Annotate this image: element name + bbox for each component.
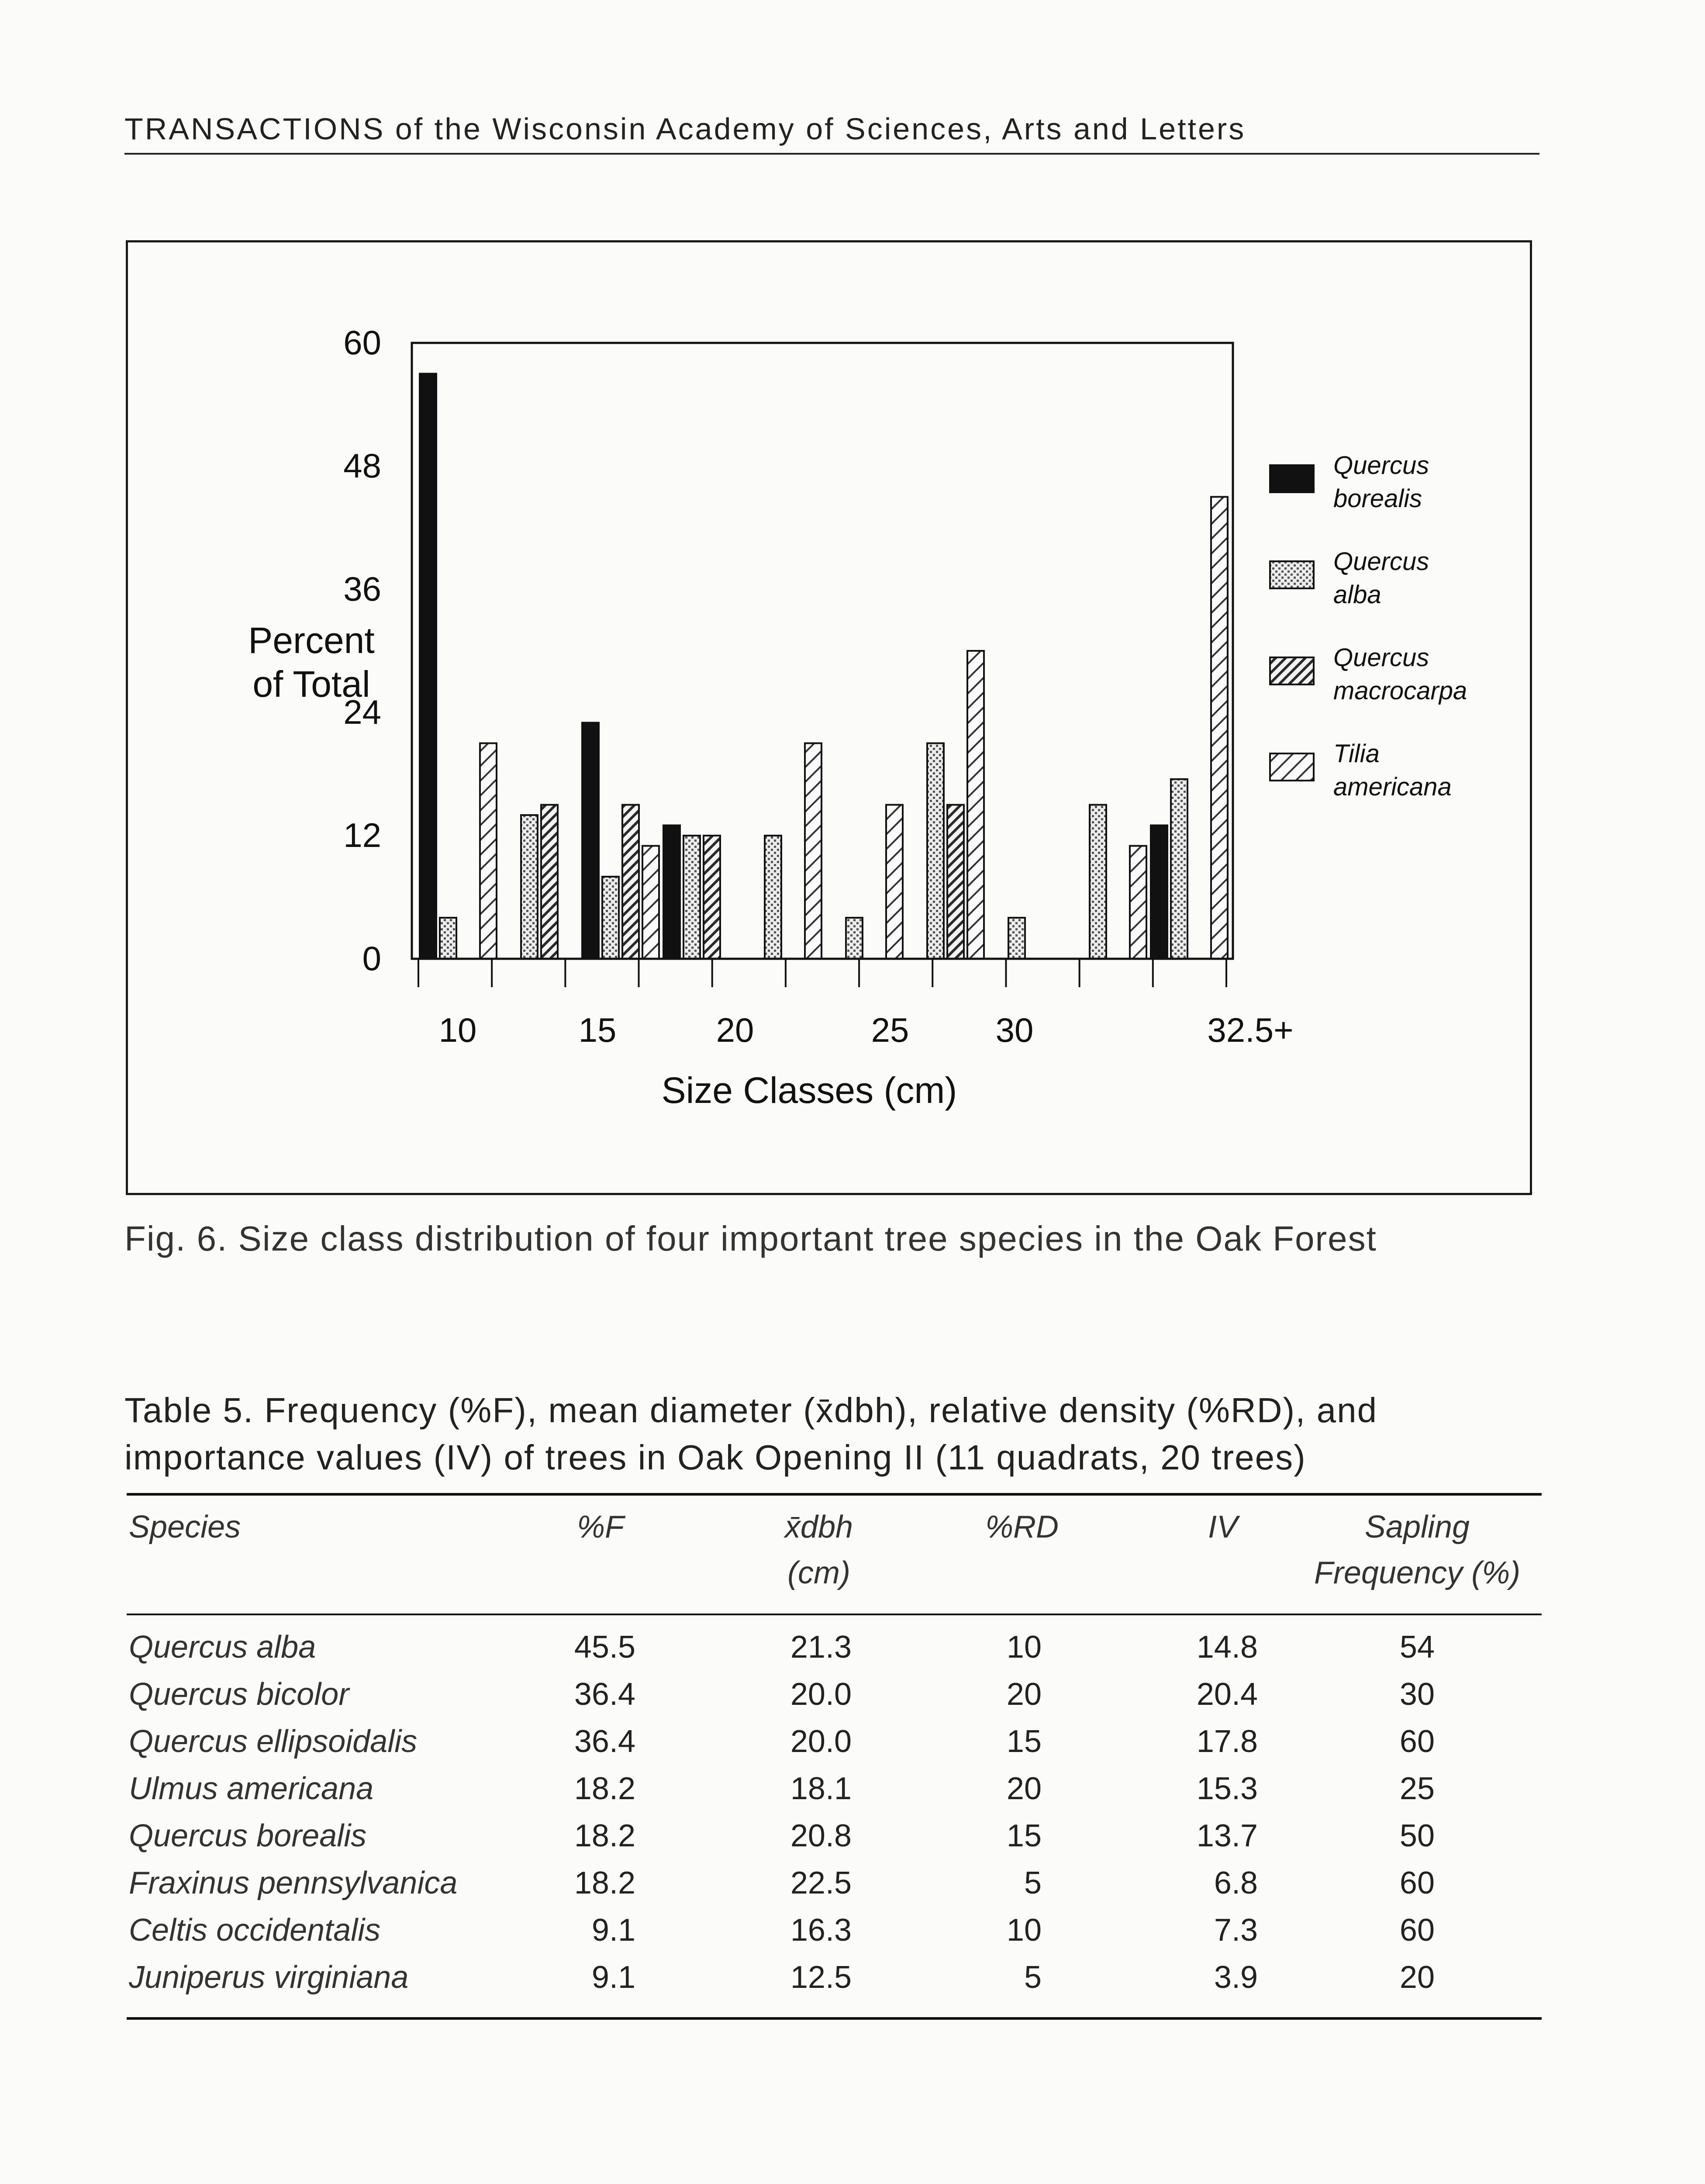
y-tick-label: 60 [343, 323, 381, 362]
bar-quercus-macrocarpa-25 [947, 805, 964, 959]
bar-quercus-borealis-15 [582, 723, 599, 959]
table-cell-value: 60 [1399, 1866, 1435, 1901]
bar-tilia-americana-30 [1130, 846, 1146, 959]
table-cell-value: 36.4 [574, 1724, 635, 1759]
legend-label-line: Quercus [1333, 547, 1429, 576]
table-cell-value: 18.1 [790, 1771, 852, 1806]
y-tick-label: 36 [343, 570, 381, 608]
x-tick-label: 10 [438, 1011, 477, 1049]
table-cell-value: 20 [1006, 1771, 1042, 1806]
column-header: %RD [985, 1510, 1059, 1545]
table-top-rule [127, 1493, 1542, 1496]
table-cell-species: Juniperus virginiana [129, 1960, 409, 1995]
table-cell-value: 18.2 [574, 1818, 635, 1853]
x-tick-label: 32.5+ [1207, 1011, 1294, 1049]
table-cell-value: 15.3 [1196, 1771, 1258, 1806]
table-cell-value: 6.8 [1214, 1866, 1258, 1901]
table-cell-value: 9.1 [591, 1913, 635, 1948]
x-tick-label: 20 [716, 1011, 754, 1049]
table-cell-value: 20.0 [790, 1724, 852, 1759]
table-cell-value: 5 [1024, 1960, 1042, 1995]
table-cell-value: 21.3 [790, 1630, 852, 1665]
x-tick-label: 25 [871, 1011, 909, 1049]
legend-label-line: Tilia [1333, 740, 1380, 768]
table-cell-value: 15 [1006, 1724, 1042, 1759]
figure-caption: Fig. 6. Size class distribution of four important tree species in the Oak Forest [124, 1219, 1377, 1258]
table-cell-species: Celtis occidentalis [129, 1913, 381, 1948]
bar-tilia-americana-32.5+ [1211, 497, 1228, 959]
table-cell-species: Quercus ellipsoidalis [129, 1724, 418, 1759]
x-tick-label: 30 [995, 1011, 1034, 1049]
table-cell-value: 16.3 [790, 1913, 852, 1948]
table-title [124, 1387, 1539, 1481]
bar-quercus-alba-27.5 [1008, 918, 1025, 959]
table-cell-value: 20 [1399, 1960, 1435, 1995]
bar-quercus-borealis-10 [420, 374, 436, 959]
table-cell-value: 45.5 [574, 1630, 635, 1665]
legend-swatch-tilia-americana [1270, 753, 1314, 781]
bar-quercus-alba-17.5 [683, 836, 700, 959]
bar-quercus-alba-22.5 [846, 918, 863, 959]
y-tick-label: 0 [362, 939, 381, 978]
bar-quercus-borealis-17.5 [663, 826, 680, 959]
bar-quercus-alba-20 [765, 836, 781, 959]
column-header-sub: (cm) [787, 1555, 850, 1590]
table-cell-value: 25 [1399, 1771, 1435, 1806]
table-cell-species: Ulmus americana [129, 1771, 374, 1806]
table-cell-value: 18.2 [574, 1866, 635, 1901]
legend-label-line: alba [1333, 581, 1381, 609]
table-cell-value: 30 [1399, 1677, 1435, 1712]
table-cell-value: 12.5 [790, 1960, 852, 1995]
table-title-line-1: Table 5. Frequency (%F), mean diameter (x̄dbh), relative density (%RD), and [124, 1391, 1378, 1430]
table-bottom-rule [127, 2017, 1542, 2020]
y-axis-label-line: Percent [248, 620, 375, 661]
table-cell-value: 20.0 [790, 1677, 852, 1712]
column-header: x̄dbh [784, 1510, 853, 1545]
table-cell-value: 20 [1006, 1677, 1042, 1712]
bar-quercus-alba-12.5 [521, 815, 538, 959]
table-cell-value: 3.9 [1214, 1960, 1258, 1995]
table-cell-value: 14.8 [1196, 1630, 1258, 1665]
table-cell-species: Quercus alba [129, 1630, 316, 1665]
legend-label-line: macrocarpa [1333, 677, 1467, 705]
table-cell-value: 20.8 [790, 1818, 852, 1853]
legend-label-line: americana [1333, 773, 1452, 801]
bar-quercus-alba-15 [602, 877, 619, 959]
bar-quercus-macrocarpa-15 [622, 805, 639, 959]
bar-tilia-americana-15 [642, 846, 659, 959]
column-header: %F [577, 1510, 624, 1545]
table-title-line-2: importance values (IV) of trees in Oak Opening II (11 quadrats, 20 trees) [124, 1438, 1306, 1477]
column-header: IV [1208, 1510, 1238, 1545]
table-header-rule [127, 1614, 1542, 1615]
bar-quercus-macrocarpa-12.5 [541, 805, 558, 959]
y-axis-label-line: of Total [252, 663, 370, 705]
bar-quercus-macrocarpa-17.5 [704, 836, 720, 959]
figure-frame [126, 240, 1532, 1195]
legend-label-line: borealis [1333, 484, 1422, 513]
table-cell-value: 9.1 [591, 1960, 635, 1995]
table-cell-value: 18.2 [574, 1771, 635, 1806]
running-head-rule [124, 153, 1539, 155]
table-cell-value: 50 [1399, 1818, 1435, 1853]
y-tick-label: 12 [343, 816, 381, 854]
table-cell-value: 36.4 [574, 1677, 635, 1712]
y-tick-label: 48 [343, 446, 381, 485]
table-cell-species: Quercus borealis [129, 1818, 367, 1853]
legend-swatch-quercus-macrocarpa [1270, 657, 1314, 684]
size-class-chart [128, 242, 1530, 1193]
x-axis-label: Size Classes (cm) [661, 1070, 957, 1111]
table-cell-value: 22.5 [790, 1866, 852, 1901]
column-header-sub: Frequency (%) [1314, 1555, 1521, 1590]
table-cell-value: 20.4 [1196, 1677, 1258, 1712]
legend-swatch-quercus-alba [1270, 561, 1314, 588]
column-header: Species [129, 1510, 241, 1545]
x-tick-label: 15 [578, 1011, 617, 1049]
table-cell-value: 15 [1006, 1818, 1042, 1853]
table-cell-value: 10 [1006, 1630, 1042, 1665]
table-cell-species: Fraxinus pennsylvanica [129, 1866, 458, 1901]
table-cell-value: 17.8 [1196, 1724, 1258, 1759]
bar-tilia-americana-20 [805, 743, 821, 959]
bar-quercus-alba-10 [440, 918, 456, 959]
legend-label-line: Quercus [1333, 451, 1429, 480]
table-cell-value: 7.3 [1214, 1913, 1258, 1948]
column-header: Sapling [1364, 1510, 1470, 1545]
table-cell-species: Quercus bicolor [129, 1677, 349, 1712]
bar-tilia-americana-25 [967, 651, 984, 959]
y-tick-label: 24 [343, 693, 381, 731]
legend-label-line: Quercus [1333, 643, 1429, 672]
legend-swatch-quercus-borealis [1270, 465, 1314, 492]
table-cell-value: 60 [1399, 1724, 1435, 1759]
table-cell-value: 60 [1399, 1913, 1435, 1948]
bar-quercus-alba-32.5+ [1171, 779, 1187, 959]
table-cell-value: 5 [1024, 1866, 1042, 1901]
bar-quercus-alba-30 [1090, 805, 1106, 959]
bar-tilia-americana-22.5 [886, 805, 903, 959]
table-cell-value: 13.7 [1196, 1818, 1258, 1853]
table-cell-value: 10 [1006, 1913, 1042, 1948]
bar-quercus-borealis-32.5+ [1151, 826, 1167, 959]
bar-tilia-americana-10 [480, 743, 497, 959]
running-head: TRANSACTIONS of the Wisconsin Academy of Sciences, Arts and Letters [124, 112, 1246, 146]
table-cell-value: 54 [1399, 1630, 1435, 1665]
bar-quercus-alba-25 [927, 743, 944, 959]
